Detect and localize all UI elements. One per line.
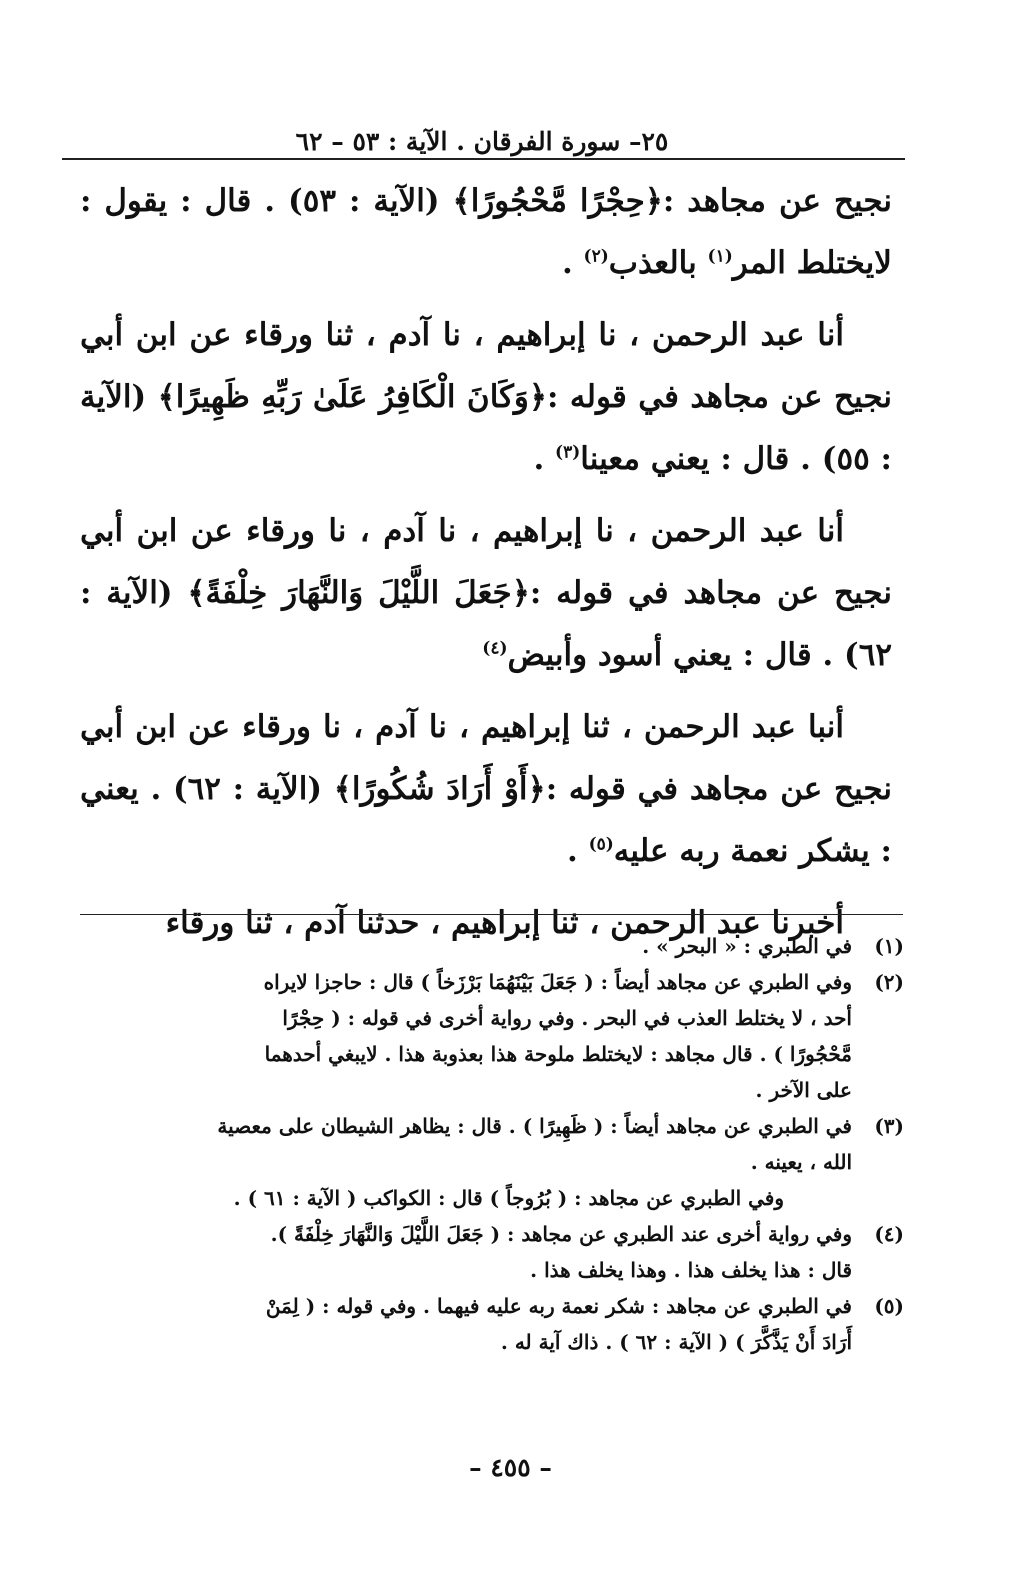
text-run: أخبرنا عبد الرحمن ، ثنا إبراهيم ، حدثنا آدم ، ثنا ورقاء: [165, 905, 844, 941]
footnote: [78, 1216, 904, 1252]
paragraph: [80, 696, 892, 882]
text-run: أنبا عبد الرحمن ، ثنا إبراهيم ، نا آدم ، نا ورقاء عن ابن أبي نجيح عن مجاهد في قوله :: [80, 709, 892, 807]
text-run: أنا عبد الرحمن ، نا إبراهيم ، نا آدم ، نا ورقاء عن ابن أبي نجيح عن مجاهد في قوله :: [80, 513, 892, 611]
footnote-marker[interactable]: (٢): [583, 246, 609, 267]
running-head: ٢٥– سورة الفرقان . الآية : ٥٣ – ٦٢: [295, 127, 669, 156]
footnote-line: أَرَادَ أَنْ يَذَّكَّرَ ) ( الآية : ٦٢ ) . ذاك آية له .: [500, 1330, 852, 1354]
footnote-number: (٣): [874, 1114, 904, 1138]
paragraph: [80, 500, 892, 686]
footnote-marker[interactable]: (٤): [482, 638, 508, 659]
main-text: [80, 170, 892, 964]
footnote-line: قال : هذا يخلف هذا . وهذا يخلف هذا .: [530, 1258, 852, 1282]
footnote-text: في الطبري عن مجاهد أيضاً : ( ظَهِيرًا ) . قال : يظاهر الشيطان على معصية: [217, 1114, 852, 1138]
footnote-text: وفي رواية أخرى عند الطبري عن مجاهد : ( جَعَلَ اللَّيْلَ وَالنَّهَارَ خِلْفَةً ).: [270, 1222, 852, 1246]
footnote: [78, 1288, 904, 1324]
text-run: أنا عبد الرحمن ، نا إبراهيم ، نا آدم ، ثنا ورقاء عن ابن أبي نجيح عن مجاهد في قوله :: [80, 317, 892, 415]
footnote: [78, 928, 904, 964]
footnotes: [78, 928, 904, 1360]
footnote-rule: [80, 914, 903, 915]
paragraph: [80, 170, 892, 294]
footnote-number: (١): [874, 934, 904, 958]
footnote: [78, 1108, 904, 1144]
footnote-marker[interactable]: (٣): [555, 442, 581, 463]
footnote-line: أحد ، لا يختلط العذب في البحر . وفي رواية أخرى في قوله : ( حِجْرًا: [282, 1006, 852, 1030]
text-run: .: [561, 245, 584, 281]
footnote-marker[interactable]: (١): [707, 246, 733, 267]
text-run: .: [566, 833, 589, 869]
quran-quote: ﴿وَكَانَ الْكَافِرُ عَلَىٰ رَبِّهِ ظَهِيرًا﴾: [157, 379, 548, 415]
page-number: – ٤٥٥ –: [469, 1453, 552, 1482]
footnote-line: الله ، يعينه .: [750, 1150, 852, 1174]
text-run: بالعذب: [608, 245, 708, 281]
quran-quote: ﴿أَوْ أَرَادَ شُكُورًا﴾: [333, 771, 546, 807]
footnote-text: في الطبري : « البحر » .: [642, 934, 852, 958]
quran-quote: ﴿حِجْرًا مَّحْجُورًا﴾: [452, 183, 663, 219]
paragraph: [80, 304, 892, 490]
footnote-number: (٥): [874, 1294, 904, 1318]
quran-quote: ﴿جَعَلَ اللَّيْلَ وَالنَّهَارَ خِلْفَةً﴾: [187, 575, 530, 611]
text-run: نجيح عن مجاهد :: [662, 183, 892, 219]
footnote: [78, 964, 904, 1000]
footnote-number: (٤): [874, 1222, 904, 1246]
text-run: .: [533, 441, 556, 477]
footnote-marker[interactable]: (٥): [588, 834, 614, 855]
footnote-line: مَّحْجُورًا ) . قال مجاهد : لايختلط ملوحة هذا بعذوبة هذا . لايبغي أحدهما: [264, 1042, 852, 1066]
text-run: (الآية : ٦٢) . يعني : يشكر نعمة ربه عليه: [80, 771, 892, 869]
footnote-line: على الآخر .: [755, 1078, 852, 1102]
footnote-number: (٢): [874, 970, 904, 994]
footnote-text: وفي الطبري عن مجاهد أيضاً : ( جَعَلَ بَيْنَهُمَا بَرْزَخاً ) قال : حاجزا لايراه: [263, 970, 852, 994]
footnote-text: في الطبري عن مجاهد : شكر نعمة ربه عليه فيهما . وفي قوله : ( لِمَنْ: [265, 1294, 852, 1318]
header-rule: [62, 158, 905, 160]
text-run: (الآية : ٦٢) . قال : يعني أسود وأبيض: [80, 575, 892, 673]
text-run: (الآية : ٥٥) . قال : يعني معينا: [80, 379, 892, 477]
text-run: (الآية : ٥٣) . قال : يقول : لايختلط المر: [80, 183, 892, 281]
footnote-line: وفي الطبري عن مجاهد : ( بُرُوجاً ) قال : الكواكب ( الآية : ٦١ ) .: [233, 1186, 784, 1210]
